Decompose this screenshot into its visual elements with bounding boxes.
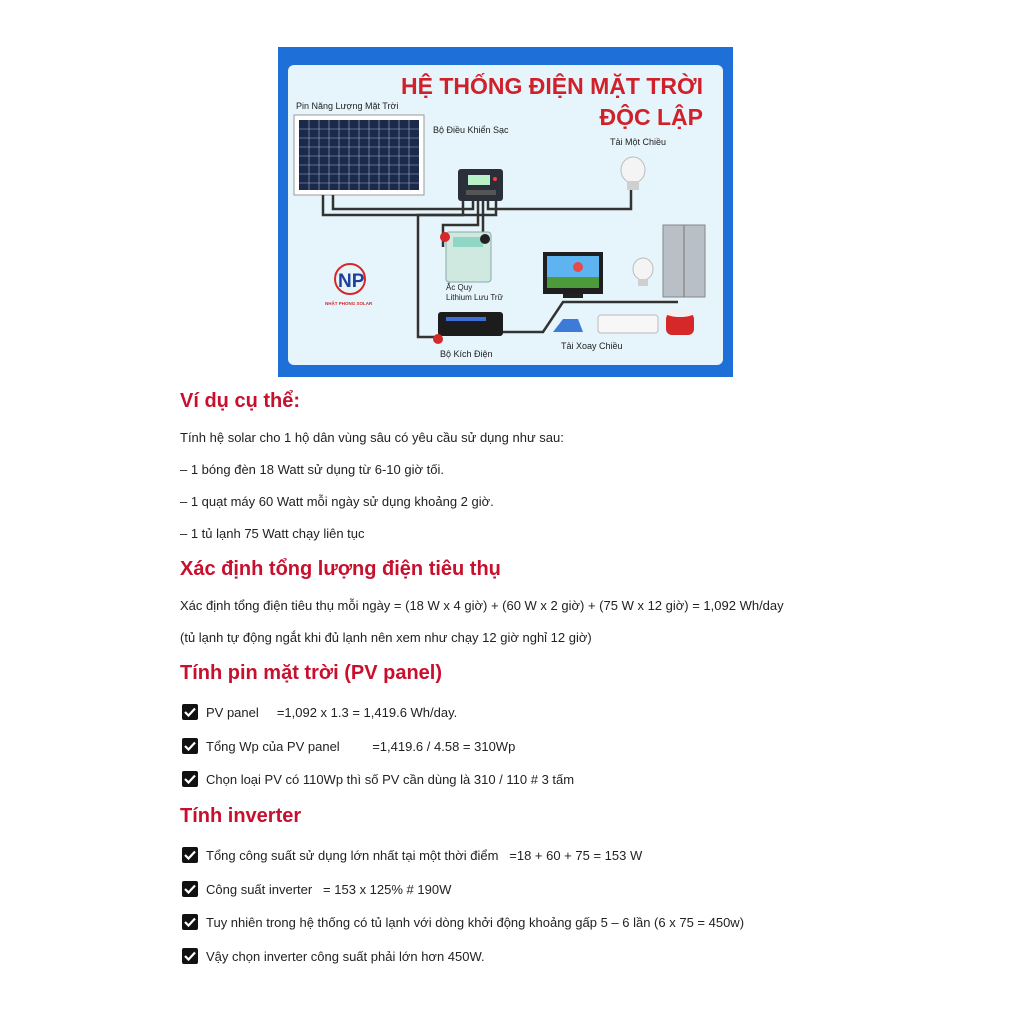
checkbox-checked-icon <box>182 704 198 720</box>
inverter-check-item <box>182 947 485 965</box>
refrigerator-icon <box>663 225 705 297</box>
solar-panel-icon <box>294 115 424 195</box>
inverter-label: Bộ Kích Điện <box>440 349 493 359</box>
pv-check-item <box>182 737 515 755</box>
example-item-fan: – 1 quạt máy 60 Watt mỗi ngày sử dụng khoảng 2 giờ. <box>180 494 494 509</box>
pv-check-text: Tổng Wp của PV panel =1,419.6 / 4.58 = 310Wp <box>206 738 516 754</box>
checkbox-checked-icon <box>182 881 198 897</box>
tv-icon <box>543 252 603 298</box>
rice-cooker-icon <box>666 309 694 335</box>
section-heading-consumption: Xác định tổng lượng điện tiêu thụ <box>180 558 501 580</box>
checkbox-checked-icon <box>182 738 198 754</box>
solar-system-diagram <box>278 47 733 377</box>
example-item-light: – 1 bóng đèn 18 Watt sử dụng từ 6-10 giờ tối. <box>180 462 444 477</box>
checkbox-checked-icon <box>182 771 198 787</box>
section-heading-inverter: Tính inverter <box>180 805 302 827</box>
inverter-check-item <box>182 913 744 931</box>
pv-check-item <box>182 703 457 721</box>
dc-load-label: Tải Một Chiều <box>610 137 667 147</box>
section-heading-example: Ví dụ cụ thể: <box>180 390 300 412</box>
pv-check-text: PV panel =1,092 x 1.3 = 1,419.6 Wh/day. <box>206 704 458 720</box>
ac-load-label: Tải Xoay Chiều <box>561 341 623 351</box>
checkbox-checked-icon <box>182 914 198 930</box>
svg-text:NHẬT PHONG SOLAR: NHẬT PHONG SOLAR <box>325 301 373 306</box>
consumption-formula: Xác định tổng điện tiêu thụ mỗi ngày = (18 W x 4 giờ) + (60 W x 2 giờ) + (75 W x 12 giờ) = 1,092 Wh/day <box>180 598 784 613</box>
inverter-check-text: Công suất inverter = 153 x 125% # 190W <box>206 881 452 897</box>
battery-icon <box>440 232 491 282</box>
battery-label-line2: Lithium Lưu Trữ <box>446 293 503 302</box>
pv-check-text: Chọn loại PV có 110Wp thì số PV cần dùng là 310 / 110 # 3 tấm <box>206 771 575 787</box>
consumption-note: (tủ lạnh tự động ngắt khi đủ lạnh nên xem như chạy 12 giờ nghỉ 12 giờ) <box>180 630 592 645</box>
example-item-fridge: – 1 tủ lạnh 75 Watt chạy liên tục <box>180 526 365 541</box>
solar-panel-label: Pin Năng Lượng Mặt Trời <box>296 101 399 111</box>
charge-controller-icon <box>458 169 503 201</box>
inverter-check-text: Vậy chọn inverter công suất phải lớn hơn 450W. <box>206 948 485 964</box>
svg-text:NP: NP <box>338 271 365 292</box>
checkbox-checked-icon <box>182 948 198 964</box>
diagram-title-line2: ĐỘC LẬP <box>599 104 703 130</box>
controller-label: Bộ Điều Khiển Sạc <box>433 125 509 135</box>
pv-check-item <box>182 770 574 788</box>
air-conditioner-icon <box>598 315 658 333</box>
checkbox-checked-icon <box>182 847 198 863</box>
section-heading-pv-panel: Tính pin mặt trời (PV panel) <box>180 662 443 684</box>
battery-label-line1: Ắc Quy <box>446 283 473 292</box>
inverter-check-item <box>182 846 642 864</box>
diagram-title-line1: HỆ THỐNG ĐIỆN MẶT TRỜI <box>401 73 703 99</box>
inverter-check-text: Tổng công suất sử dụng lớn nhất tại một thời điểm =18 + 60 + 75 = 153 W <box>206 847 643 863</box>
inverter-check-text: Tuy nhiên trong hệ thống có tủ lạnh với dòng khởi động khoảng gấp 5 – 6 lần (6 x 75 = 450w) <box>206 914 745 930</box>
example-intro: Tính hệ solar cho 1 hộ dân vùng sâu có yêu cầu sử dụng như sau: <box>180 430 564 445</box>
inverter-check-item <box>182 880 451 898</box>
